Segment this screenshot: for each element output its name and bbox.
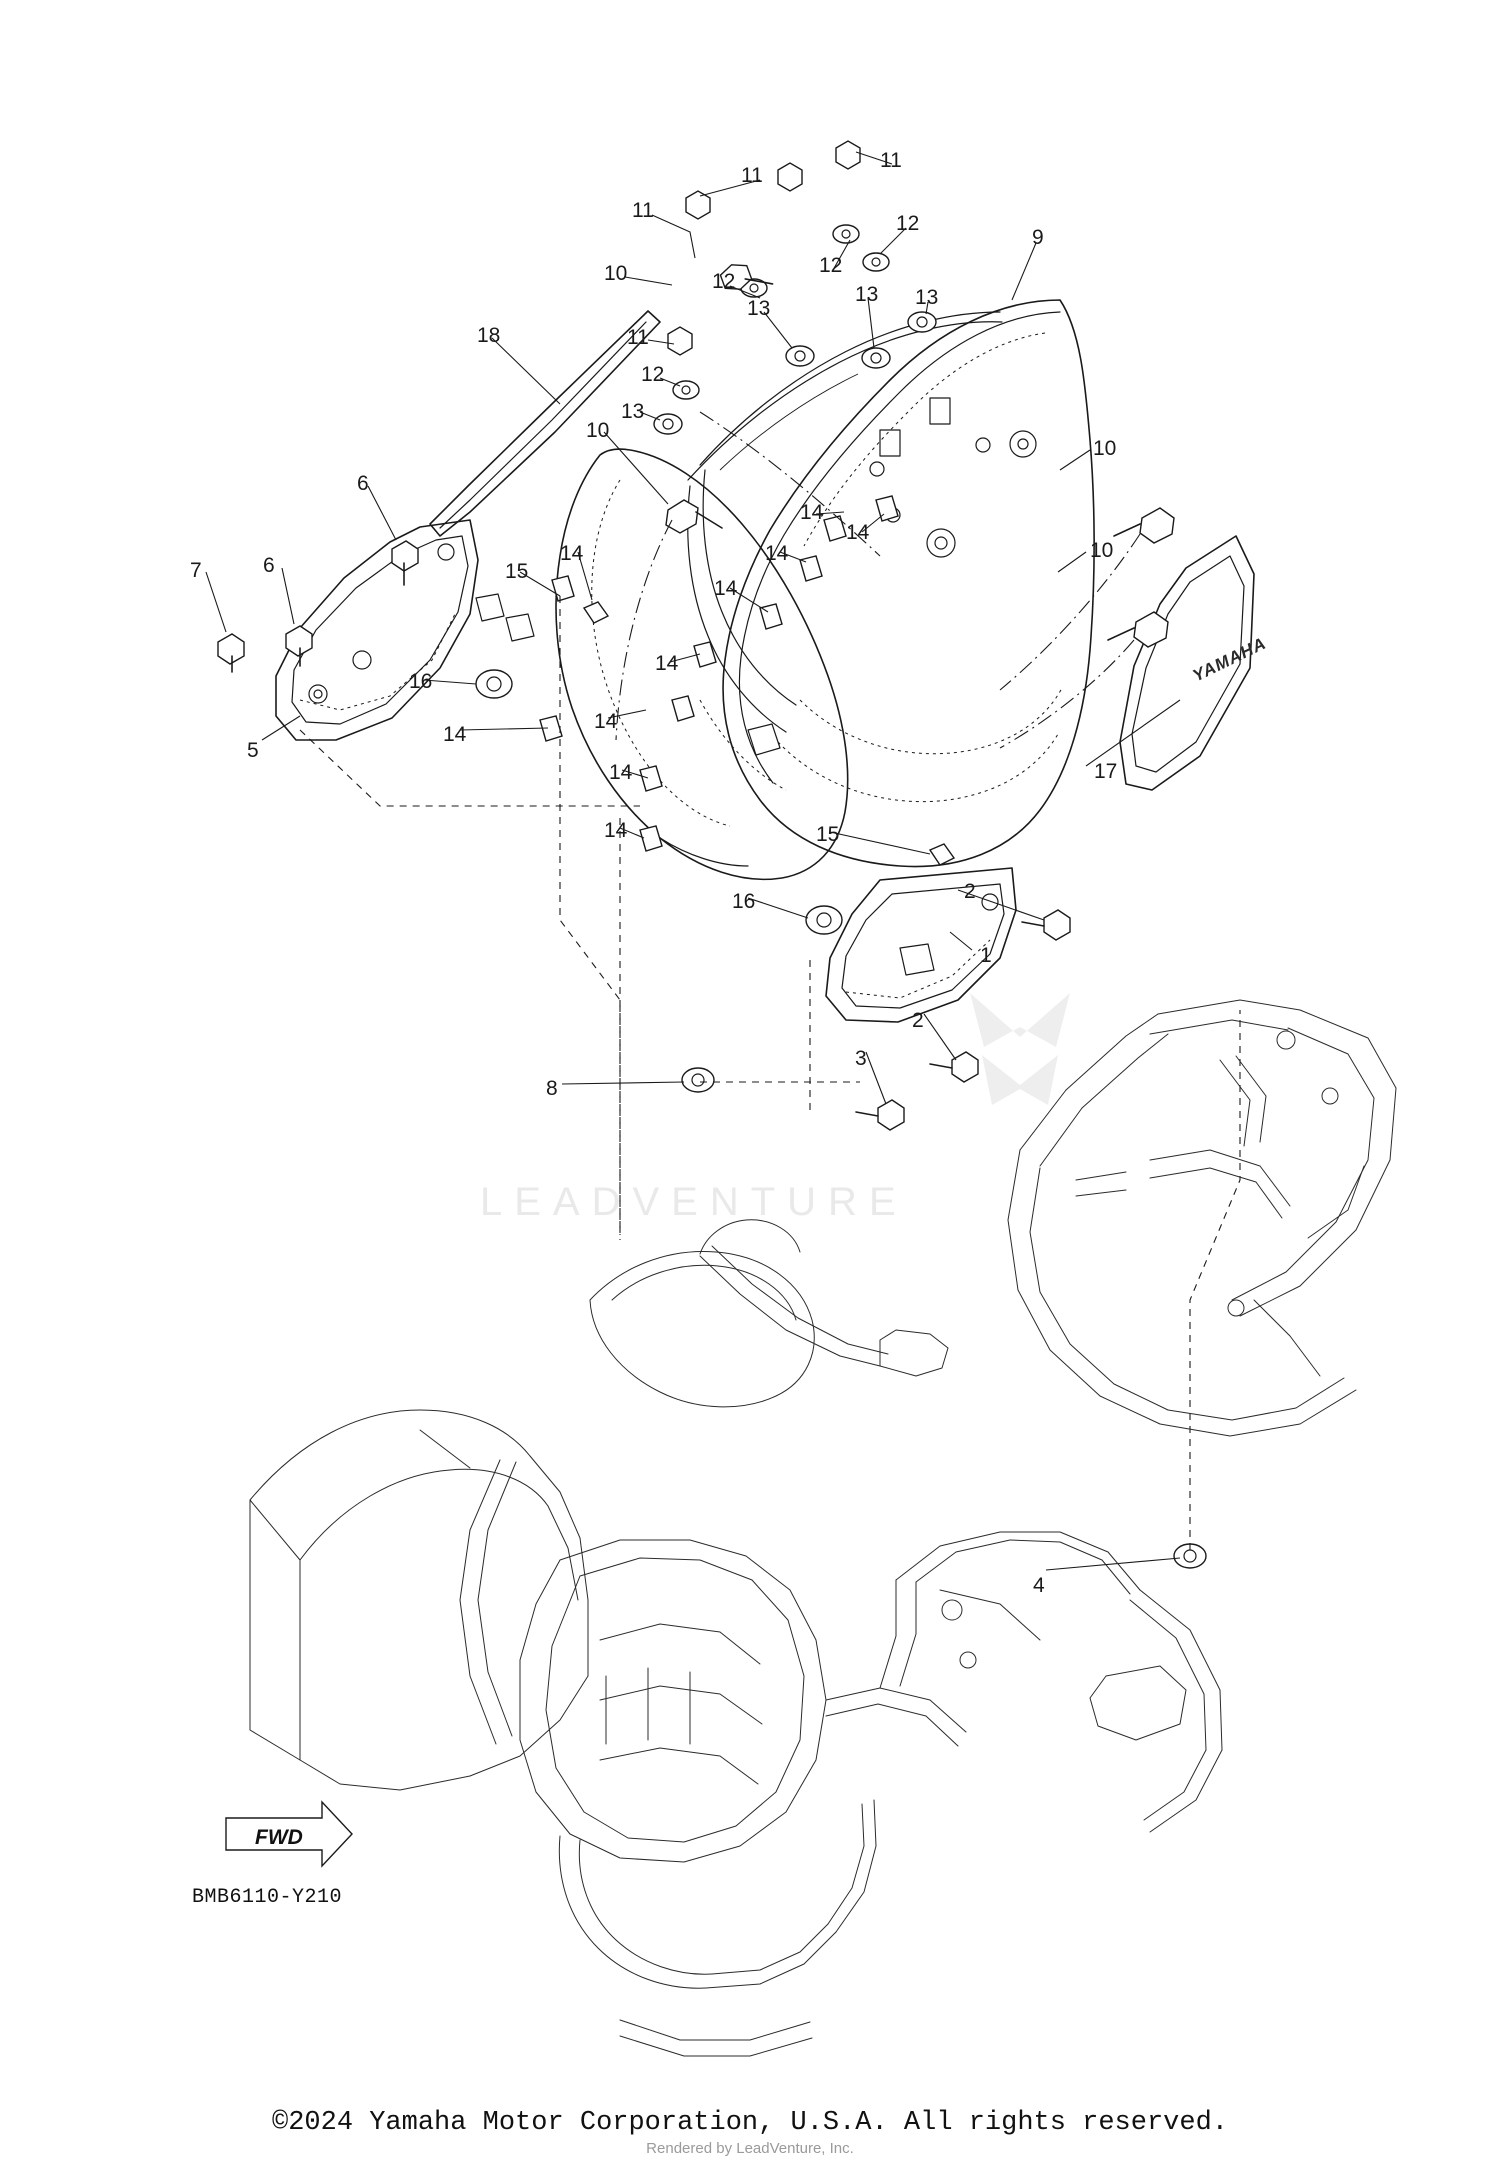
callout-15: 15	[505, 560, 529, 583]
callout-14: 14	[846, 521, 870, 544]
callout-14: 14	[560, 542, 584, 565]
callout-15: 15	[816, 823, 840, 846]
callout-5: 5	[247, 739, 259, 762]
copyright-notice: ©2024 Yamaha Motor Corporation, U.S.A. All rights reserved.	[272, 2108, 1228, 2138]
callout-14: 14	[594, 710, 618, 733]
callout-7: 7	[190, 559, 202, 582]
callout-4: 4	[1033, 1574, 1045, 1597]
callout-9: 9	[1032, 226, 1044, 249]
callout-10: 10	[604, 262, 628, 285]
callout-17: 17	[1094, 760, 1118, 783]
trim-strip-item18	[430, 311, 660, 536]
callout-6: 6	[357, 472, 369, 495]
fwd-label: FWD	[255, 1826, 303, 1849]
callout-12: 12	[819, 254, 843, 277]
callout-2: 2	[912, 1009, 924, 1032]
callout-14: 14	[800, 501, 824, 524]
callout-13: 13	[621, 400, 645, 423]
callout-16: 16	[409, 670, 433, 693]
callout-16: 16	[732, 890, 756, 913]
callout-11: 11	[741, 164, 763, 187]
callout-11: 11	[632, 199, 654, 222]
callout-3: 3	[855, 1047, 867, 1070]
callout-1: 1	[980, 944, 992, 967]
callout-12: 12	[896, 212, 920, 235]
rendered-by-notice: Rendered by LeadVenture, Inc.	[646, 2140, 854, 2157]
fasteners	[218, 141, 1206, 1568]
callout-14: 14	[443, 723, 467, 746]
callout-6: 6	[263, 554, 275, 577]
motorcycle-frame-illustration	[250, 1000, 1396, 2056]
callout-14: 14	[609, 761, 633, 784]
callout-18: 18	[477, 324, 501, 347]
watermark-logo-icon	[960, 985, 1080, 1115]
leader-lines	[206, 149, 1180, 1570]
watermark-text: LEADVENTURE	[480, 1180, 908, 1224]
callout-8: 8	[546, 1077, 558, 1100]
callout-14: 14	[765, 542, 789, 565]
callout-13: 13	[915, 286, 939, 309]
callout-10: 10	[1093, 437, 1117, 460]
callout-10: 10	[1090, 539, 1114, 562]
callout-13: 13	[747, 297, 771, 320]
callout-12: 12	[641, 363, 665, 386]
callout-11: 11	[880, 149, 902, 172]
callout-10: 10	[586, 419, 610, 442]
callout-14: 14	[604, 819, 628, 842]
part-code-label: BMB6110-Y210	[192, 1886, 343, 1909]
assembly-guides	[300, 412, 1240, 1550]
callout-12: 12	[712, 270, 736, 293]
callout-2: 2	[964, 880, 976, 903]
callout-14: 14	[714, 577, 738, 600]
callout-13: 13	[855, 283, 879, 306]
yamaha-brand-badge: YAMAHA	[1189, 633, 1270, 686]
callout-11: 11	[627, 326, 649, 349]
callout-14: 14	[655, 652, 679, 675]
